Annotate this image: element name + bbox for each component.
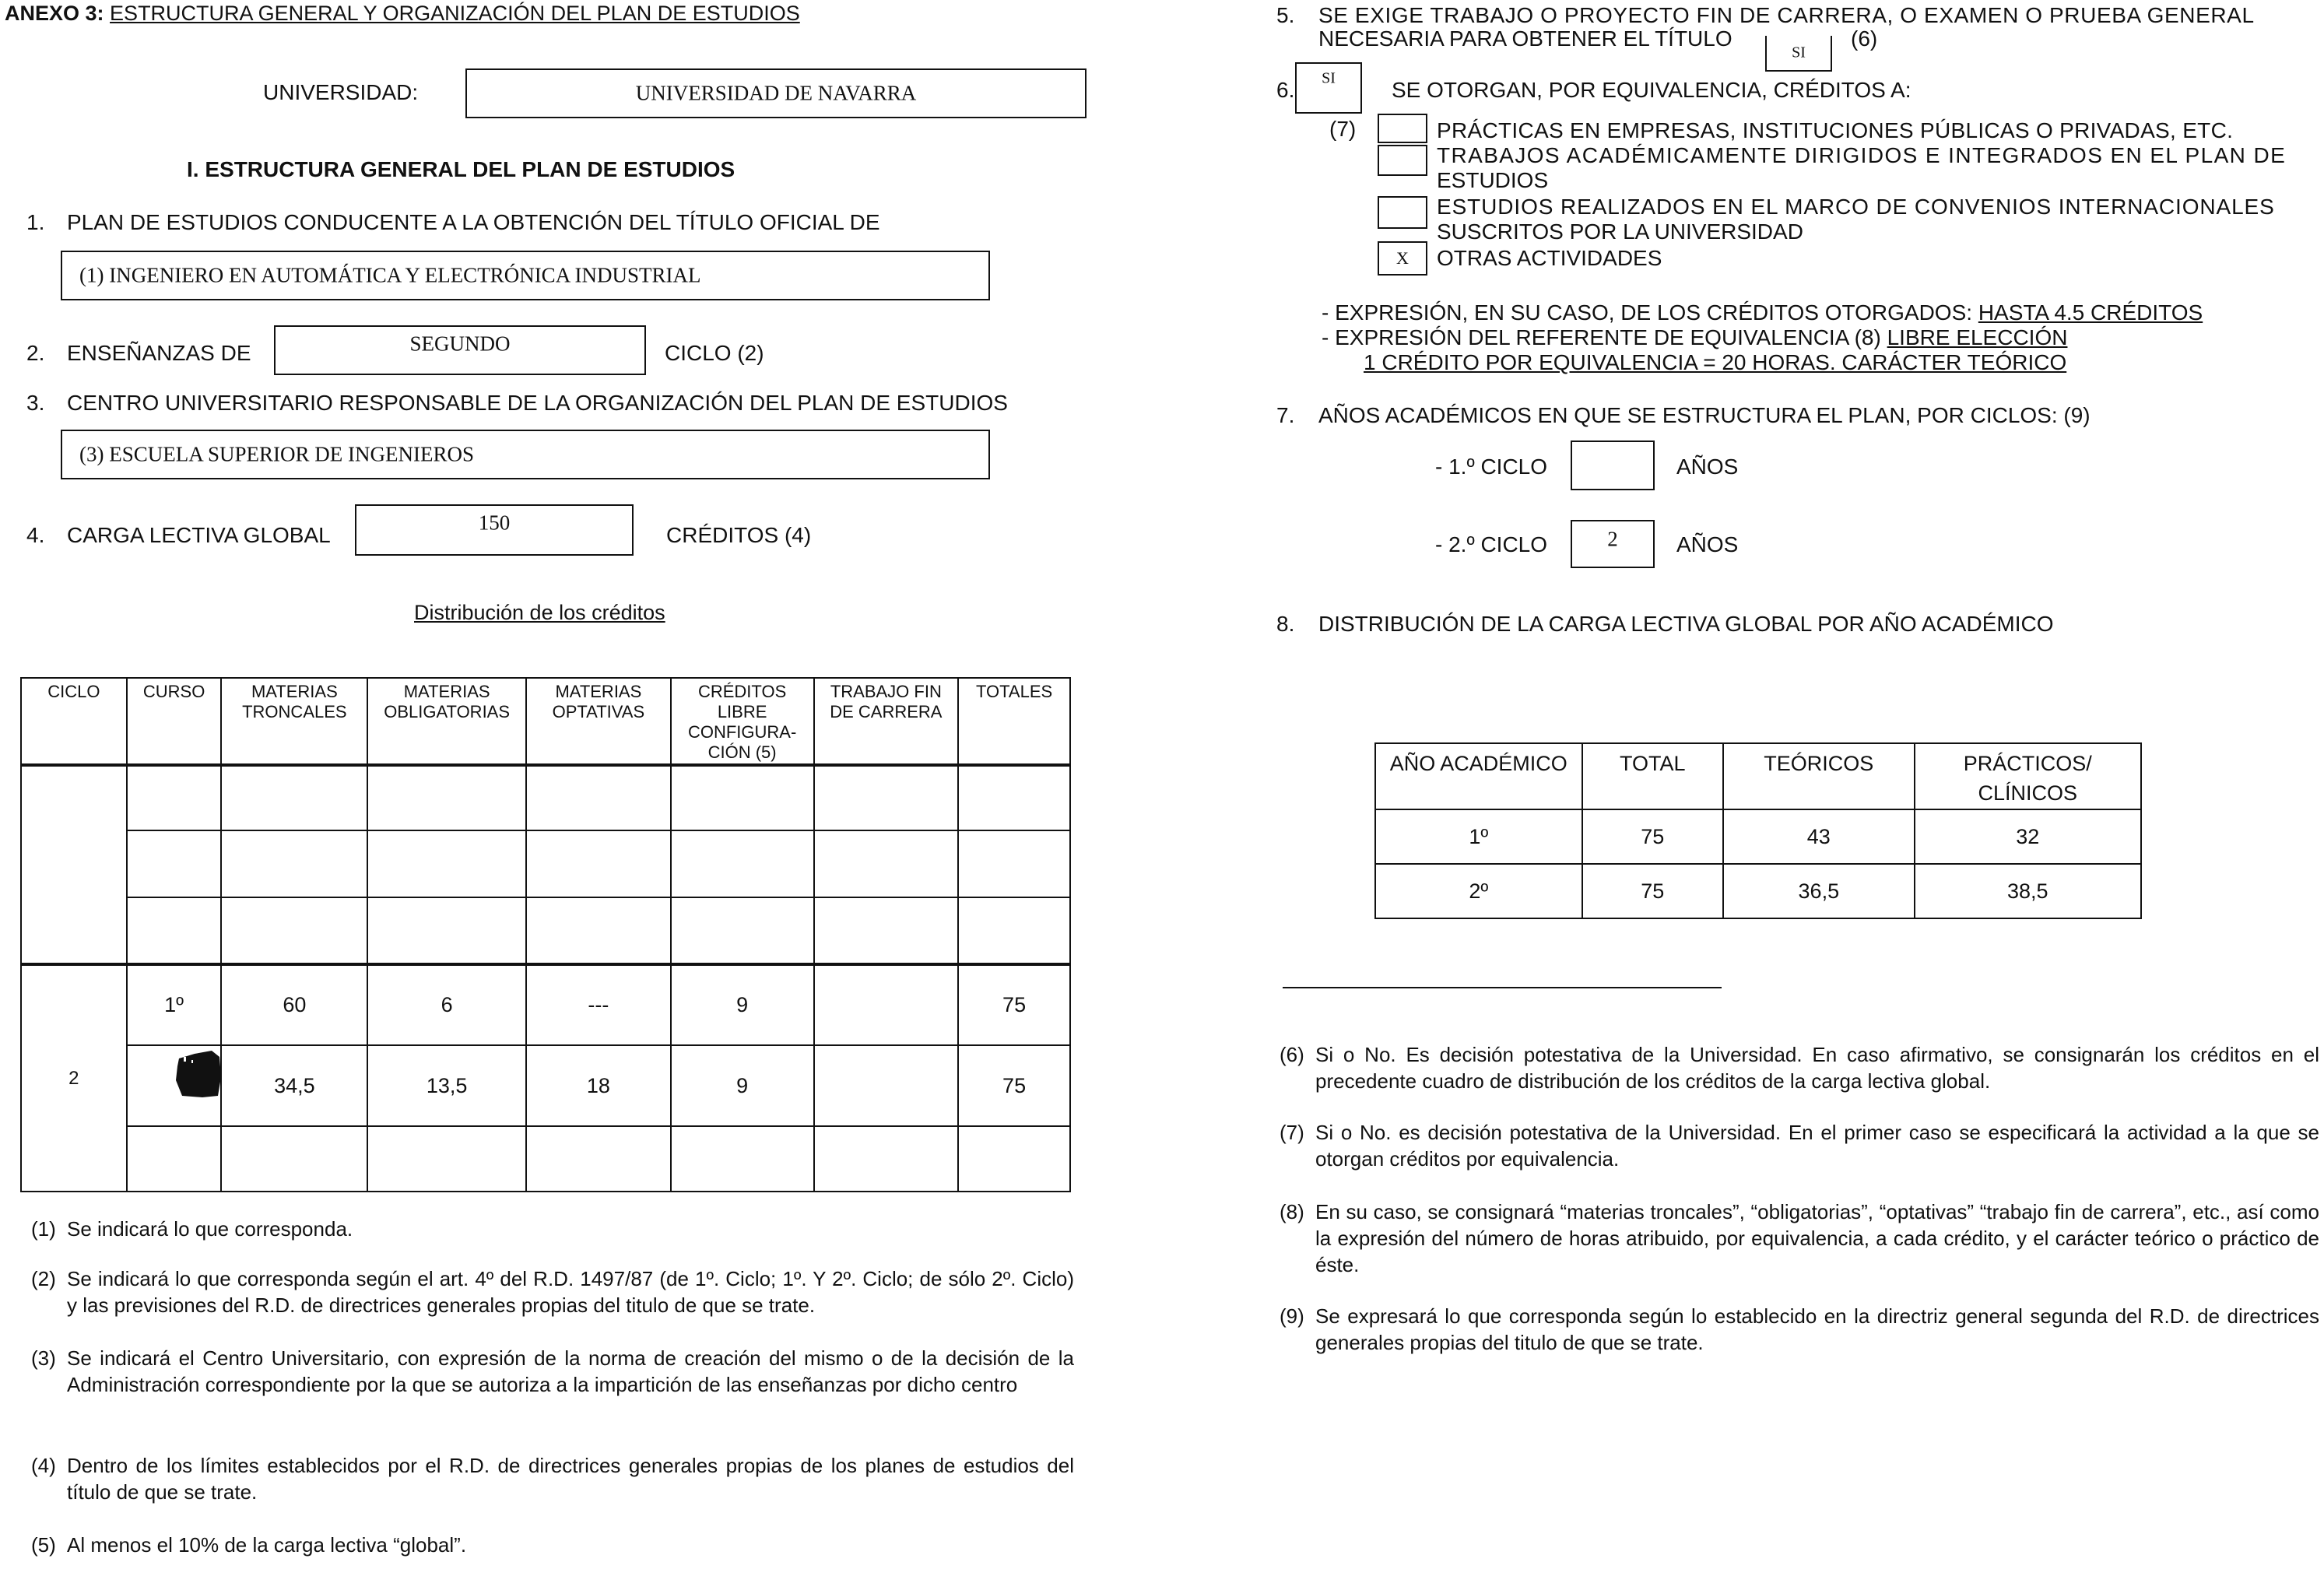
cell: 13,5 (367, 1045, 526, 1126)
option-checkbox-practicas[interactable] (1378, 114, 1427, 143)
cycle2-cell: 2 (21, 964, 127, 1192)
footnote-number: (5) (31, 1533, 56, 1557)
footnote-text: Se indicará lo que corresponda. (67, 1217, 353, 1241)
cell (221, 830, 367, 897)
table-row (21, 1126, 1070, 1192)
footnote-7 (1280, 1119, 2319, 1172)
item5-number: 5. (1276, 3, 1295, 27)
credits-distribution-table (20, 677, 1071, 1192)
item4-label: CARGA LECTIVA GLOBAL (67, 523, 331, 547)
table-row (21, 1045, 1070, 1126)
item5-line1: SE EXIGE TRABAJO O PROYECTO FIN DE CARRERA, O EXAMEN O PRUEBA GENERAL (1318, 3, 2255, 27)
footnote-3 (31, 1345, 1074, 1398)
cell (958, 1126, 1070, 1192)
footnote-5 (31, 1532, 1074, 1558)
cycle1-label: - 1.º CICLO (1435, 455, 1548, 479)
col-troncales (221, 678, 367, 765)
item1-number: 1. (26, 210, 45, 234)
cycle-field (274, 325, 646, 375)
option-label-otras: OTRAS ACTIVIDADES (1437, 246, 1662, 270)
col-practical (1915, 743, 2141, 809)
cycle1-years-field (1571, 441, 1655, 490)
cell: 32 (1915, 809, 2141, 864)
item3-number: 3. (26, 391, 45, 415)
cell: 43 (1723, 809, 1915, 864)
footnote-9 (1280, 1303, 2319, 1356)
equivalence-referent-label: - EXPRESIÓN DEL REFERENTE DE EQUIVALENCIA (8) (1322, 325, 1881, 349)
option-label-convenios: ESTUDIOS REALIZADOS EN EL MARCO DE CONVENIOS INTERNACIONALES (1437, 195, 2275, 219)
cycle-value: SEGUNDO (409, 332, 511, 356)
cell: 60 (221, 964, 367, 1045)
equivalence-referent (1322, 325, 2067, 350)
option-label-trabajos-line2: ESTUDIOS (1437, 168, 1549, 192)
ink-blot-cell (127, 1045, 222, 1126)
cell (958, 765, 1070, 830)
cell (221, 897, 367, 964)
option-label-practicas: PRÁCTICAS EN EMPRESAS, INSTITUCIONES PÚBLICAS O PRIVADAS, ETC. (1437, 118, 2234, 142)
university-value: UNIVERSIDAD DE NAVARRA (635, 81, 917, 105)
final-project-value: SI (1792, 44, 1806, 61)
section-title: I. ESTRUCTURA GENERAL DEL PLAN DE ESTUDIOS (187, 157, 735, 181)
cell (526, 897, 671, 964)
header-text: CICLO (47, 682, 100, 701)
option-label-trabajos: TRABAJOS ACADÉMICAMENTE DIRIGIDOS E INTEGRADOS EN EL PLAN DE (1437, 143, 2287, 167)
cell: 2º (1375, 864, 1582, 918)
footnote-number: (6) (1280, 1043, 1304, 1066)
equivalence-rule: 1 CRÉDITO POR EQUIVALENCIA = 20 HORAS. CARÁCTER TEÓRICO (1364, 350, 2067, 374)
footnote-number: (4) (31, 1454, 56, 1477)
item8-label: DISTRIBUCIÓN DE LA CARGA LECTIVA GLOBAL POR AÑO ACADÉMICO (1318, 612, 2054, 636)
cell (671, 1126, 814, 1192)
footnote-text: Si o No. Es decisión potestativa de la Universidad. En caso afirmativo, se consignarán los créditos en el precedente cuadro de distribución de los créditos de la carga lectiva global. (1315, 1043, 2319, 1093)
footnote-number: (7) (1280, 1121, 1304, 1144)
item5-note: (6) (1851, 26, 1878, 51)
cell: 75 (958, 1045, 1070, 1126)
footnote-text: Dentro de los límites establecidos por el R.D. de directrices generales propias de los planes de estudios del título de que se trate. (67, 1454, 1074, 1504)
cell (958, 897, 1070, 964)
item6-note-ref: (7) (1329, 117, 1357, 141)
option-mark: X (1396, 248, 1409, 268)
table-row (21, 765, 1070, 830)
item8-number: 8. (1276, 612, 1295, 636)
item2-suffix: CICLO (2) (665, 341, 764, 365)
cell: 34,5 (221, 1045, 367, 1126)
cell: 38,5 (1915, 864, 2141, 918)
cell: 1º (127, 964, 222, 1045)
cell (526, 765, 671, 830)
global-load-value: 150 (478, 511, 511, 535)
col-total: TOTAL (1582, 743, 1724, 809)
cycle1-cell (21, 765, 127, 964)
footnote-number: (2) (31, 1267, 56, 1290)
cell (127, 1126, 222, 1192)
header-text: MATERIAS OPTATIVAS (552, 682, 645, 721)
cycle2-label: - 2.º CICLO (1435, 532, 1548, 556)
university-label: UNIVERSIDAD: (263, 80, 419, 104)
cycle2-years-field (1571, 520, 1655, 568)
ink-blot-icon (171, 1049, 226, 1104)
footnote-number: (3) (31, 1346, 56, 1370)
cell (127, 830, 222, 897)
cell (367, 1126, 526, 1192)
footnote-1 (31, 1216, 1074, 1242)
cell: 36,5 (1723, 864, 1915, 918)
item2-number: 2. (26, 341, 45, 365)
item6-label: SE OTORGAN, POR EQUIVALENCIA, CRÉDITOS A: (1392, 78, 1912, 102)
item7-label: AÑOS ACADÉMICOS EN QUE SE ESTRUCTURA EL PLAN, POR CICLOS: (9) (1318, 403, 2091, 427)
col-totales (958, 678, 1070, 765)
credits-expression-label: - EXPRESIÓN, EN SU CASO, DE LOS CRÉDITOS OTORGADOS: (1322, 300, 1973, 325)
degree-title-field (61, 251, 990, 300)
cell (814, 1045, 959, 1126)
header-text: MATERIAS TRONCALES (242, 682, 347, 721)
col-year: AÑO ACADÉMICO (1375, 743, 1582, 809)
global-load-field (355, 504, 634, 556)
table-row (1375, 809, 2141, 864)
cell (814, 1126, 959, 1192)
cell: 9 (671, 1045, 814, 1126)
distribution-title: Distribución de los créditos (414, 601, 665, 624)
cycle2-years-label: AÑOS (1676, 532, 1739, 556)
cell: 18 (526, 1045, 671, 1126)
header-text: PRÁCTICOS/ CLÍNICOS (1963, 752, 2092, 805)
cell: 75 (1582, 864, 1724, 918)
cell (526, 830, 671, 897)
cell (127, 897, 222, 964)
equivalence-value: SI (1322, 69, 1336, 87)
option-checkbox-convenios[interactable] (1378, 196, 1427, 229)
header-text: CRÉDITOS LIBRE CONFIGURA- CIÓN (5) (687, 682, 797, 762)
option-checkbox-otras[interactable] (1378, 241, 1427, 276)
footnote-text: Se expresará lo que corresponda según lo establecido en la directriz general segunda del R.D. de directrices generales propias del titulo de que se trate. (1315, 1304, 2319, 1354)
table-row (21, 964, 1070, 1045)
cell: --- (526, 964, 671, 1045)
cell (814, 897, 959, 964)
final-project-field (1765, 36, 1832, 72)
table-row (21, 897, 1070, 964)
footnote-6 (1280, 1041, 2319, 1094)
table-row (21, 830, 1070, 897)
cell: 75 (958, 964, 1070, 1045)
item3-label: CENTRO UNIVERSITARIO RESPONSABLE DE LA ORGANIZACIÓN DEL PLAN DE ESTUDIOS (67, 391, 1008, 415)
item2-label: ENSEÑANZAS DE (67, 341, 251, 365)
footnote-divider (1283, 987, 1722, 988)
item7-number: 7. (1276, 403, 1295, 427)
col-curso (127, 678, 222, 765)
col-ciclo (21, 678, 127, 765)
footnote-text: Al menos el 10% de la carga lectiva “global”. (67, 1533, 467, 1557)
item6-number: 6. (1276, 78, 1295, 102)
cell (367, 765, 526, 830)
col-obligatorias (367, 678, 526, 765)
cell (221, 1126, 367, 1192)
option-label-convenios-line2: SUSCRITOS POR LA UNIVERSIDAD (1437, 219, 1803, 244)
header-text: TOTALES (975, 682, 1053, 701)
cell (671, 765, 814, 830)
year-distribution-table (1374, 742, 2142, 919)
item4-number: 4. (26, 523, 45, 547)
col-theoretical: TEÓRICOS (1723, 743, 1915, 809)
credits-expression-value: HASTA 4.5 CRÉDITOS (1978, 300, 2203, 325)
cycle1-years-label: AÑOS (1676, 455, 1739, 479)
cell: 1º (1375, 809, 1582, 864)
col-optativas (526, 678, 671, 765)
cycle2-years-value: 2 (1607, 527, 1618, 551)
center-field (61, 430, 990, 479)
col-trabajo-fin (814, 678, 959, 765)
footnote-text: Se indicará el Centro Universitario, con expresión de la norma de creación del mismo o de la decisión de la Administración correspondiente por la que se autoriza a la impartición de las enseñanzas por dicho centro (67, 1346, 1074, 1396)
item1-label: PLAN DE ESTUDIOS CONDUCENTE A LA OBTENCIÓN DEL TÍTULO OFICIAL DE (67, 210, 880, 234)
equivalence-field (1295, 62, 1362, 114)
header-text: CURSO (142, 682, 205, 701)
equivalence-referent-value: LIBRE ELECCIÓN (1887, 325, 2068, 349)
cell (671, 897, 814, 964)
table-row (1375, 864, 2141, 918)
header-text: TRABAJO FIN DE CARRERA (830, 682, 943, 721)
annex-label: ANEXO 3: (5, 2, 104, 25)
cell: 75 (1582, 809, 1724, 864)
footnote-text: En su caso, se consignará “materias troncales”, “obligatorias”, “optativas” “trabajo fin de carrera”, etc., así como la expresión del número de horas atribuido, por equivalencia, a cada crédito, y el carácter teórico o práctico de éste. (1315, 1200, 2319, 1276)
item5-line2: NECESARIA PARA OBTENER EL TÍTULO (1318, 26, 1732, 51)
footnote-number: (1) (31, 1217, 56, 1241)
center-value: (3) ESCUELA SUPERIOR DE INGENIEROS (79, 442, 475, 466)
footnote-text: Si o No. es decisión potestativa de la Universidad. En el primer caso se especificará la actividad a la que se otorgan créditos por equivalencia. (1315, 1121, 2319, 1171)
footnote-number: (8) (1280, 1200, 1304, 1223)
footnote-2 (31, 1265, 1074, 1318)
cell (367, 830, 526, 897)
degree-title-value: (1) INGENIERO EN AUTOMÁTICA Y ELECTRÓNICA INDUSTRIAL (79, 263, 701, 287)
footnote-number: (9) (1280, 1304, 1304, 1328)
cell (127, 765, 222, 830)
cell (526, 1126, 671, 1192)
cell (367, 897, 526, 964)
cell (221, 765, 367, 830)
cell (958, 830, 1070, 897)
header-text: MATERIAS OBLIGATORIAS (384, 682, 511, 721)
cell (814, 964, 959, 1045)
credits-expression (1322, 300, 2203, 325)
annex-heading: ESTRUCTURA GENERAL Y ORGANIZACIÓN DEL PLAN DE ESTUDIOS (110, 2, 800, 25)
col-libre-configuracion (671, 678, 814, 765)
cell (814, 765, 959, 830)
item4-suffix: CRÉDITOS (4) (666, 523, 812, 547)
cell (671, 830, 814, 897)
cell (814, 830, 959, 897)
footnote-text: Se indicará lo que corresponda según el art. 4º del R.D. 1497/87 (de 1º. Ciclo; 1º. Y 2º. Ciclo; de sólo 2º. Ciclo) y las previsiones del R.D. de directrices generales propias del titulo de que se trate. (67, 1267, 1074, 1317)
cell: 9 (671, 964, 814, 1045)
footnote-8 (1280, 1199, 2319, 1278)
cell: 6 (367, 964, 526, 1045)
option-checkbox-trabajos[interactable] (1378, 145, 1427, 176)
annex-title (5, 2, 800, 26)
university-field (465, 68, 1087, 118)
footnote-4 (31, 1452, 1074, 1505)
